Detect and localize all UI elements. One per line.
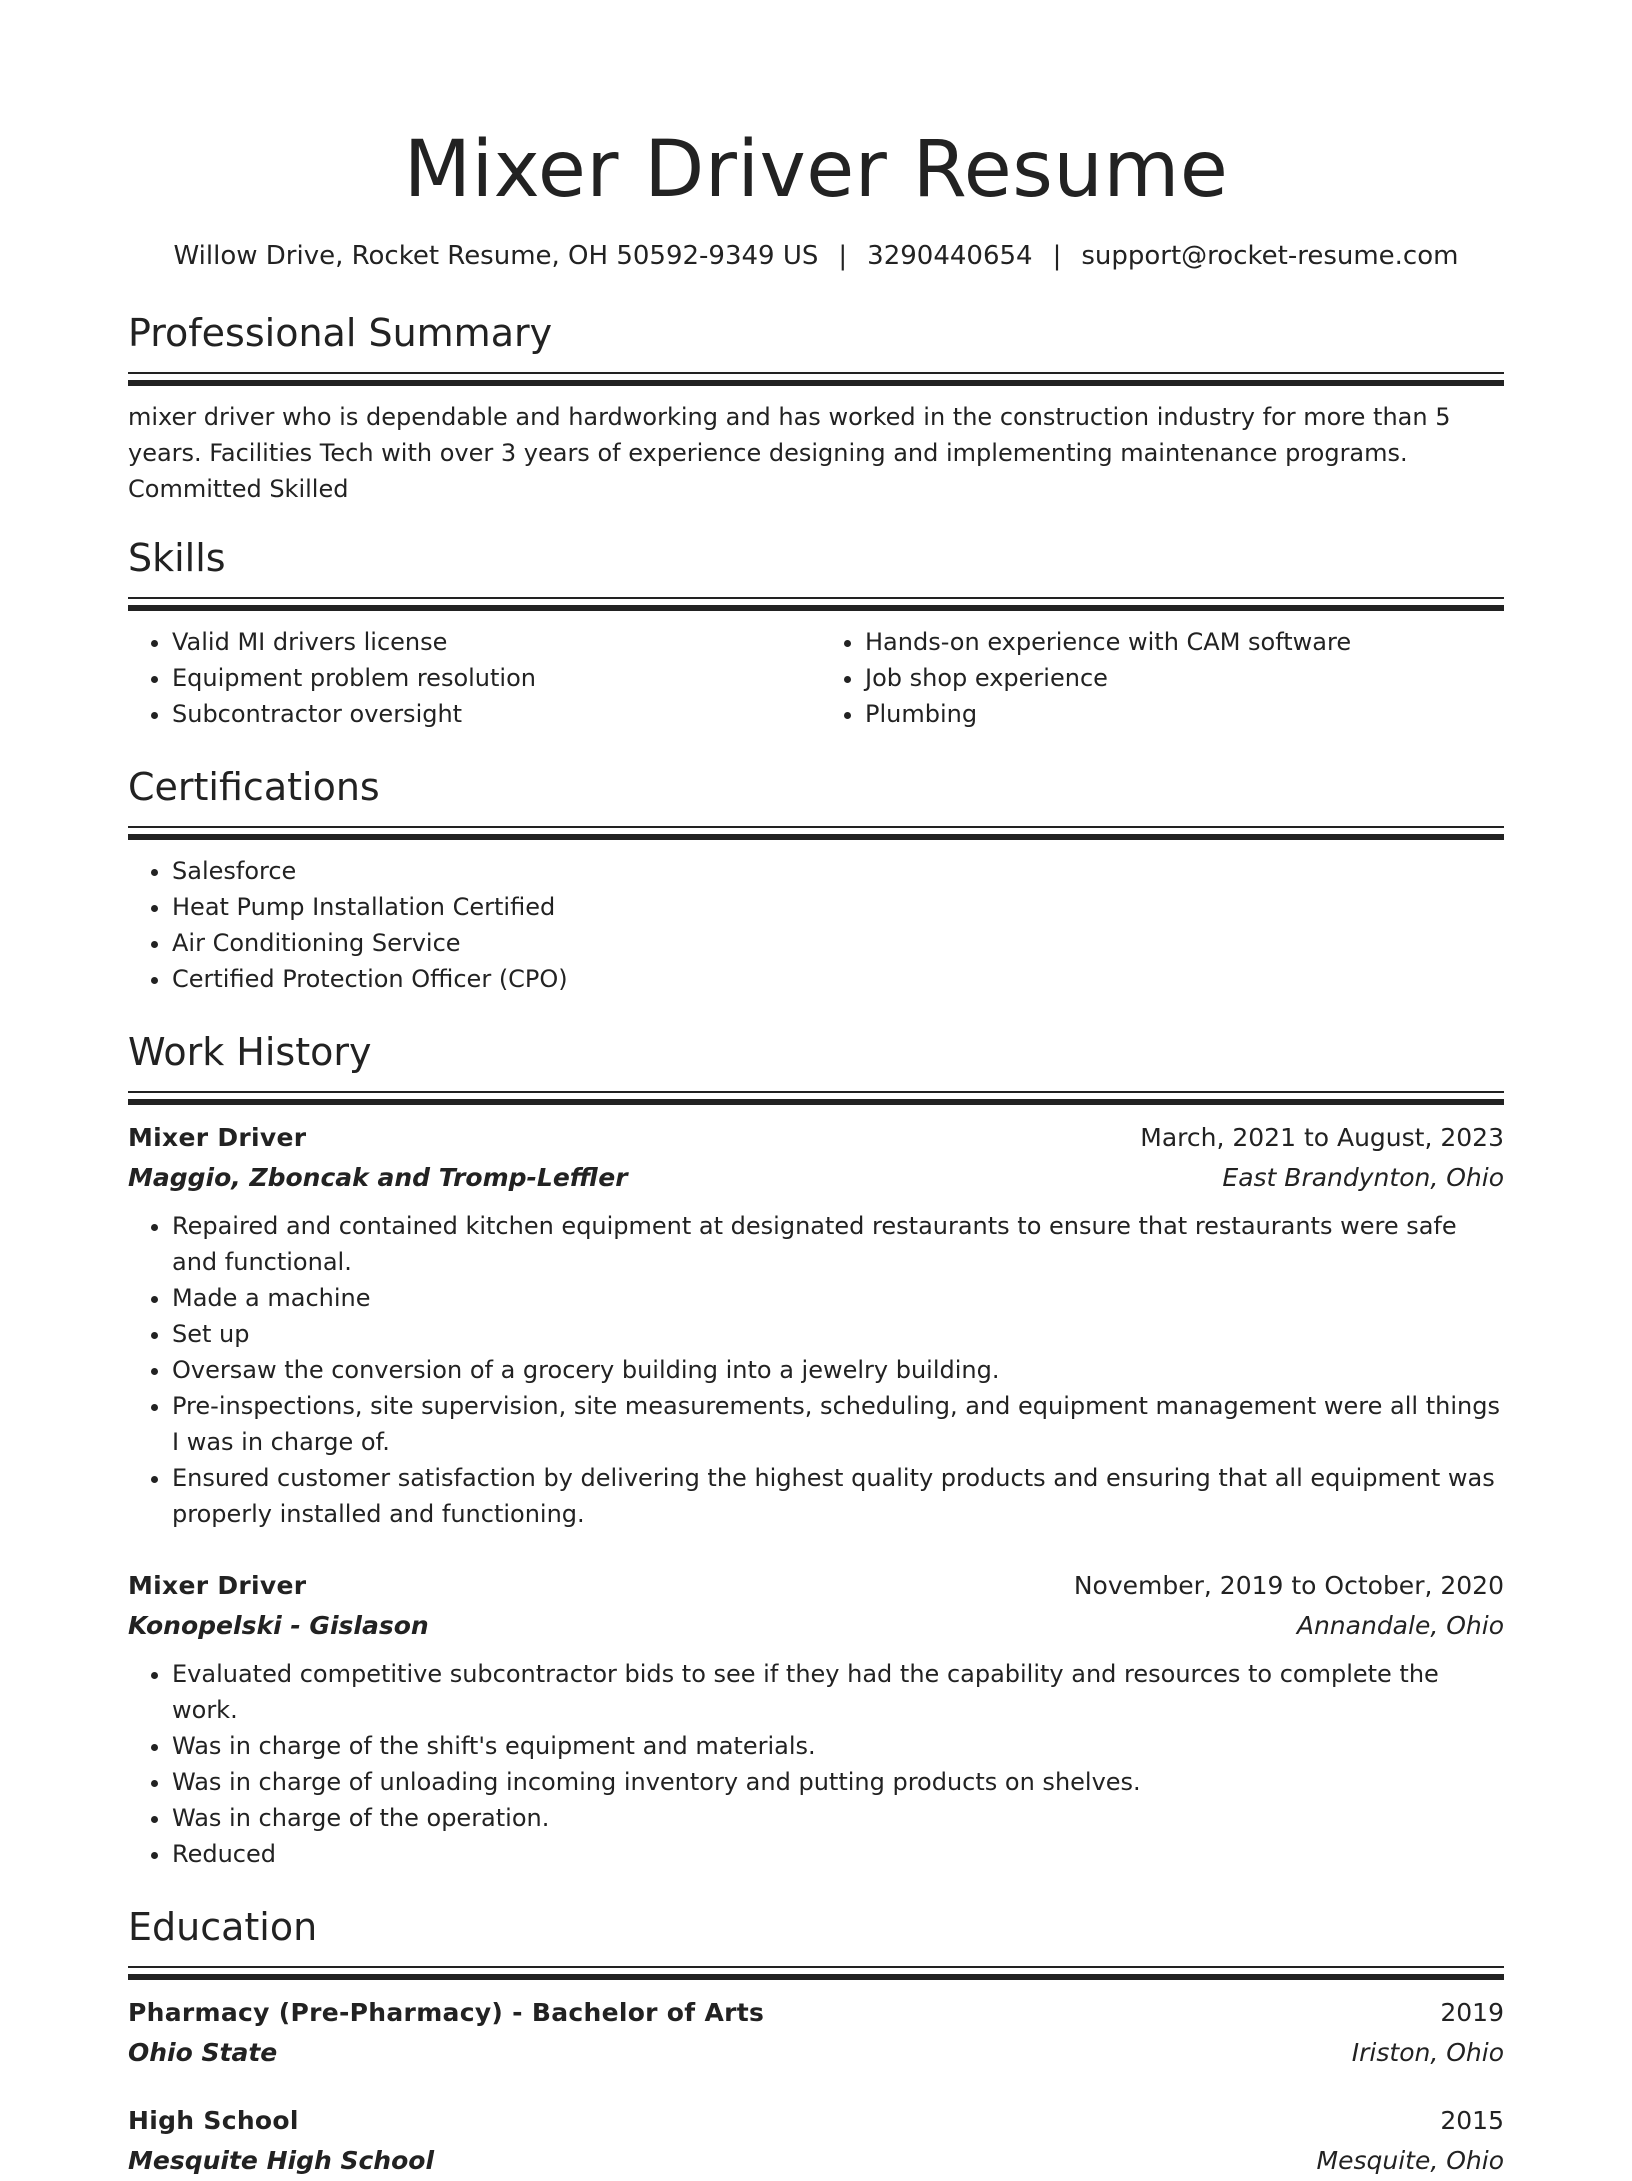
section-title-summary: Professional Summary <box>128 311 553 355</box>
job-location: East Brandynton, Ohio <box>1222 1163 1504 1192</box>
job-duty: • Repaired and contained kitchen equipment at designated restaurants to ensure that restaurants were safe and functional. <box>172 1208 1504 1280</box>
education-section <box>128 1902 1504 2181</box>
education-year: 2015 <box>1440 2106 1504 2135</box>
skills-column-left <box>128 624 816 732</box>
education-degree: Pharmacy (Pre-Pharmacy) - Bachelor of Arts <box>128 1998 765 2027</box>
skills-columns <box>128 624 1504 732</box>
contact-address: Willow Drive, Rocket Resume, OH 50592-9349 US <box>173 241 819 271</box>
contact-email: support@rocket-resume.com <box>1081 241 1459 271</box>
education-header-row <box>128 2101 1504 2141</box>
education-header-row <box>128 1993 1504 2033</box>
education-school-row <box>128 2141 1504 2181</box>
certification-item: • Salesforce <box>172 853 1504 889</box>
section-title-skills: Skills <box>128 536 226 580</box>
education-school: Ohio State <box>128 2038 278 2067</box>
skills-column-right <box>816 624 1504 732</box>
section-divider <box>128 597 1504 610</box>
job-duty: • Evaluated competitive subcontractor bids to see if they had the capability and resources to complete the work. <box>172 1656 1504 1728</box>
job-company-row <box>128 1606 1504 1646</box>
job-location: Annandale, Ohio <box>1296 1611 1504 1640</box>
job-dates: March, 2021 to August, 2023 <box>1140 1123 1504 1152</box>
skills-list-right <box>816 624 1504 732</box>
contact-line <box>128 238 1504 274</box>
job-header-row <box>128 1118 1504 1158</box>
resume-title: Mixer Driver Resume <box>403 125 1229 215</box>
job-company: Konopelski - Gislason <box>128 1611 429 1640</box>
job-duty: • Was in charge of the shift's equipment and materials. <box>172 1728 1504 1764</box>
job-dates: November, 2019 to October, 2020 <box>1073 1571 1504 1600</box>
section-title-certifications: Certifications <box>128 765 380 809</box>
job-title: Mixer Driver <box>128 1571 307 1600</box>
section-divider <box>128 826 1504 839</box>
section-divider <box>128 372 1504 385</box>
work-history-section <box>128 1027 1504 1872</box>
section-divider <box>128 1091 1504 1104</box>
summary-section <box>128 308 1504 507</box>
job-company: Maggio, Zboncak and Tromp-Leffler <box>128 1163 628 1192</box>
job-duty: • Made a machine <box>172 1280 1504 1316</box>
certification-item: • Certified Protection Officer (CPO) <box>172 961 1504 997</box>
skill-item: • Equipment problem resolution <box>172 660 816 696</box>
resume-content <box>128 118 1504 2181</box>
contact-separator: | <box>1052 241 1062 271</box>
education-year: 2019 <box>1440 1998 1504 2027</box>
certifications-list <box>128 853 1504 997</box>
certification-item: • Heat Pump Installation Certified <box>172 889 1504 925</box>
skills-list-left <box>128 624 816 732</box>
skill-item: • Subcontractor oversight <box>172 696 816 732</box>
job-duty: • Ensured customer satisfaction by delivering the highest quality products and ensuring that all equipment was properly installed and functioning. <box>172 1460 1504 1532</box>
education-location: Iriston, Ohio <box>1351 2038 1504 2067</box>
education-entry <box>128 1993 1504 2073</box>
contact-phone: 3290440654 <box>867 241 1033 271</box>
job-entry <box>128 1566 1504 1872</box>
job-duty: • Oversaw the conversion of a grocery building into a jewelry building. <box>172 1352 1504 1388</box>
section-divider <box>128 1966 1504 1979</box>
skill-item: • Job shop experience <box>865 660 1504 696</box>
certifications-block <box>128 853 1504 997</box>
job-duty: • Reduced <box>172 1836 1504 1872</box>
job-company-row <box>128 1158 1504 1198</box>
job-duties-list <box>128 1208 1504 1532</box>
skill-item: • Hands-on experience with CAM software <box>865 624 1504 660</box>
education-school: Mesquite High School <box>128 2146 435 2175</box>
summary-text: mixer driver who is dependable and hardworking and has worked in the construction industry for more than 5 years. Facilities Tech with over 3 years of experience designing and implementing maintenance programs. Committed Skilled <box>128 403 1451 503</box>
education-degree: High School <box>128 2106 299 2135</box>
certifications-section <box>128 762 1504 997</box>
education-location: Mesquite, Ohio <box>1316 2146 1504 2175</box>
job-title: Mixer Driver <box>128 1123 307 1152</box>
job-duties-list <box>128 1656 1504 1872</box>
certification-item: • Air Conditioning Service <box>172 925 1504 961</box>
job-duty: • Pre-inspections, site supervision, site measurements, scheduling, and equipment management were all things I was in charge of. <box>172 1388 1504 1460</box>
job-duty: • Was in charge of the operation. <box>172 1800 1504 1836</box>
section-title-education: Education <box>128 1905 318 1949</box>
job-entry <box>128 1118 1504 1532</box>
section-title-work-history: Work History <box>128 1030 372 1074</box>
job-duty: • Was in charge of unloading incoming inventory and putting products on shelves. <box>172 1764 1504 1800</box>
skill-item: • Valid MI drivers license <box>172 624 816 660</box>
job-duty: • Set up <box>172 1316 1504 1352</box>
education-school-row <box>128 2033 1504 2073</box>
contact-separator: | <box>838 241 848 271</box>
education-entry <box>128 2101 1504 2181</box>
skill-item: • Plumbing <box>865 696 1504 732</box>
skills-section <box>128 533 1504 732</box>
job-header-row <box>128 1566 1504 1606</box>
